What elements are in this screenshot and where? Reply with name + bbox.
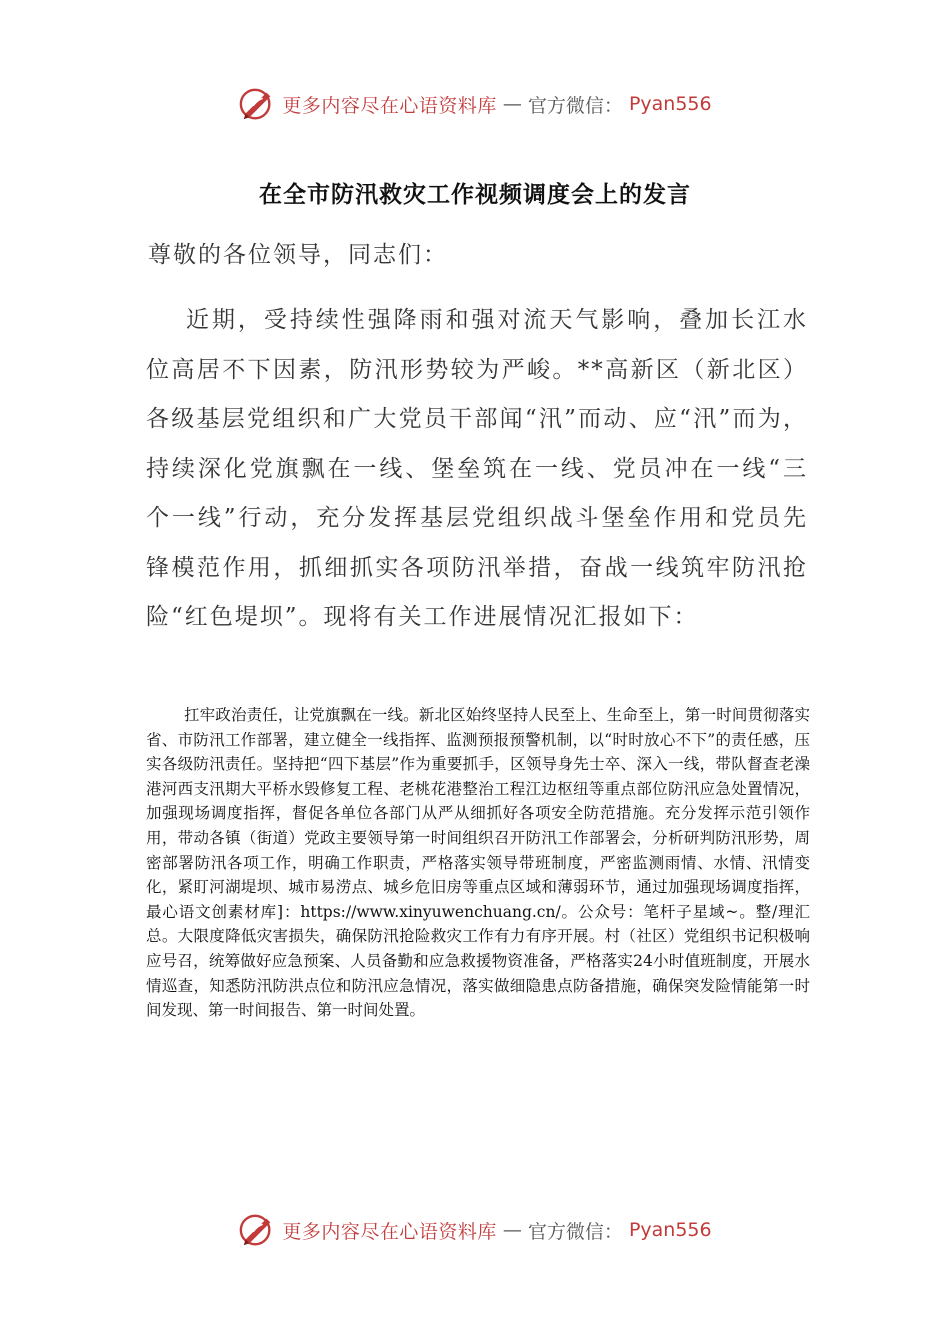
banner-wechat-id: Pyan556: [628, 1219, 712, 1241]
pen-logo-icon: [238, 1211, 276, 1249]
intro-paragraph: 近期，受持续性强降雨和强对流天气影响，叠加长江水位高居不下因素，防汛形势较为严峻。**高新区（新北区）各级基层党组织和广大党员干部闻“汛”而动、应“汛”而为，持续深化党旗飘在一线、堡垒筑在一线、党员冲在一线“三个一线”行动，充分发挥基层党组织战斗堡垒作用和党员先锋模范作用，抓细抓实各项防汛举措，奋战一线筑牢防汛抢险“红色堤坝”。现将有关工作进展情况汇报如下：: [146, 307, 808, 630]
banner-text: 更多内容尽在心语资料库: [282, 1220, 497, 1243]
document-title: 在全市防汛救灾工作视频调度会上的发言: [259, 182, 691, 208]
banner-label: 官方微信：: [527, 94, 623, 117]
banner-text: 更多内容尽在心语资料库: [282, 94, 497, 117]
body-paragraph: 扛牢政治责任，让党旗飘在一线。新北区始终坚持人民至上、生命至上，第一时间贯彻落实省、市防汛工作部署，建立健全一线指挥、监测预报预警机制，以“时时放心不下”的责任感，压实各级防汛责任。坚持把“四下基层”作为重要抓手，区领导身先士卒、深入一线，带队督查老澡港河西支汛期大平桥水毁修复工程、老桃花港整治工程江边枢纽等重点部位防汛应急处置情况，加强现场调度指挥，督促各单位各部门从严从细抓好各项安全防范措施。充分发挥示范引领作用，带动各镇（街道）党政主要领导第一时间组织召开防汛工作部署会，分析研判防汛形势，周密部署防汛各项工作，明确工作职责，严格落实领导带班制度，严密监测雨情、水情、汛情变化，紧盯河湖堤坝、城市易涝点、城乡危旧房等重点区域和薄弱环节，通过加强现场调度指挥，最心语文创素材库]：https://www.xinyuwenchuang.cn/。公众号：笔杆子星域~。整/理汇总。大限度降低灾害损失，确保防汛抢险救灾工作有力有序开展。村（社区）党组织书记积极响应号召，统筹做好应急预案、人员备勤和应急救援物资准备，严格落实24小时值班制度，开展水情巡查，知悉防汛防洪点位和防汛应急情况，落实做细隐患点防备措施，确保突发险情能第一时间发现、第一时间报告、第一时间处置。: [146, 706, 810, 1020]
banner-wechat-id: Pyan556: [628, 93, 712, 115]
pen-logo-icon: [238, 85, 276, 123]
footer-banner: [0, 1210, 950, 1250]
header-banner: [0, 84, 950, 124]
banner-label: 官方微信：: [527, 1220, 623, 1243]
banner-separator: —: [502, 93, 522, 115]
banner-separator: —: [502, 1219, 522, 1241]
greeting: 尊敬的各位领导，同志们：: [148, 242, 448, 268]
